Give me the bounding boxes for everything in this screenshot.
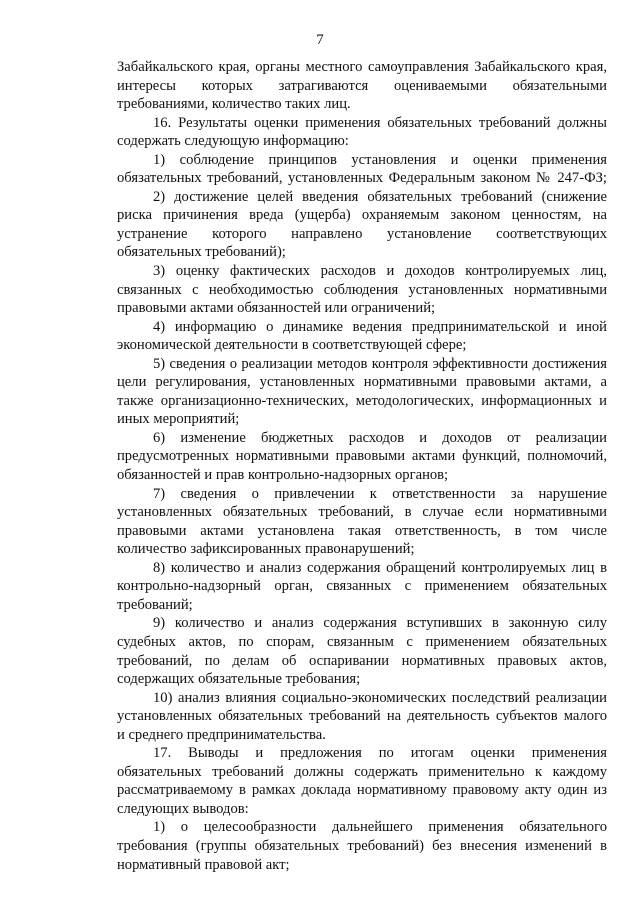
text-line: требований;	[117, 596, 193, 613]
text-line: устранение которого направлено установление соответствующих	[117, 225, 607, 242]
text-line: Забайкальского края, органы местного самоуправления Забайкальского края,	[117, 59, 607, 75]
text-line: 2) достижение целей введения обязательных требований (снижение	[153, 188, 607, 205]
text-line: 5) сведения о реализации методов контроля эффективности достижения	[153, 355, 607, 372]
text-line: обязательных требований, установленных Федеральным законом № 247-ФЗ;	[117, 170, 607, 187]
text-line: 9) количество и анализ содержания вступивших в законную силу	[153, 615, 607, 632]
text-line: экономической деятельности в соответствующей сфере;	[117, 337, 467, 354]
text-line: риска причинения вреда (ущерба) охраняемым законом ценностям, на	[117, 207, 607, 224]
text-line: цели регулирования, установленных нормативными правовыми актами, а	[117, 374, 607, 391]
text-line: содержать следующую информацию:	[117, 133, 349, 150]
document-body	[117, 58, 607, 874]
text-line: также организационно-технических, методологических, информационных и	[117, 392, 607, 409]
text-line: 1) соблюдение принципов установления и оценки применения	[153, 151, 607, 168]
text-line: 16. Результаты оценки применения обязательных требований должны	[153, 114, 607, 131]
text-line: обязательных требований);	[117, 244, 286, 261]
text-line: установленных обязательных требований, в случае если нормативными	[117, 504, 607, 521]
text-line: контрольно-надзорный орган, связанных с применением обязательных	[117, 578, 607, 595]
text-line: следующих выводов:	[117, 800, 249, 817]
text-line: иных мероприятий;	[117, 411, 240, 428]
text-line: содержащих обязательные требования;	[117, 671, 361, 688]
text-line: 7) сведения о привлечении к ответственности за нарушение	[153, 485, 607, 502]
text-line: 17. Выводы и предложения по итогам оценки применения	[153, 745, 607, 762]
text-line: 6) изменение бюджетных расходов и доходов от реализации	[153, 429, 607, 446]
text-line: установленных обязательных требований на деятельность субъектов малого	[117, 708, 607, 725]
text-line: требований, по делам об оспаривании нормативных правовых актов,	[117, 652, 607, 669]
text-line: 4) информацию о динамике ведения предпринимательской и иной	[153, 318, 607, 335]
text-line: 3) оценку фактических расходов и доходов контролируемых лиц,	[153, 263, 607, 280]
text-line: количество зафиксированных правонарушений;	[117, 541, 415, 558]
text-line: требования (группы обязательных требований) без внесения изменений в	[117, 837, 607, 854]
text-line: рассматриваемому в рамках доклада нормативному правовому акту один из	[117, 782, 607, 799]
text-line: интересы которых затрагиваются оцениваемыми обязательными	[117, 77, 607, 94]
text-line: судебных актов, по спорам, связанным с применением обязательных	[117, 633, 607, 650]
page-number: 7	[316, 32, 324, 48]
text-line: обязанностей и прав контрольно-надзорных органов;	[117, 467, 449, 484]
text-line: нормативный правовой акт;	[117, 856, 290, 873]
text-line: 1) о целесообразности дальнейшего применения обязательного	[153, 819, 607, 836]
text-line: и среднего предпринимательства.	[117, 726, 326, 743]
text-line: правовыми актами установлена такая ответственность, в том числе	[117, 522, 607, 539]
text-line: требованиями, количество таких лиц.	[117, 96, 351, 113]
text-line: предусмотренных нормативными правовыми актами функций, полномочий,	[117, 448, 607, 465]
text-line: связанных с необходимостью соблюдения установленных нормативными	[117, 281, 607, 298]
text-line: 10) анализ влияния социально-экономических последствий реализации	[153, 689, 607, 706]
text-line: 8) количество и анализ содержания обращений контролируемых лиц в	[153, 559, 607, 576]
text-line: обязательных требований должны содержать применительно к каждому	[117, 763, 607, 780]
text-line: правовыми актами обязанностей или ограничений;	[117, 300, 436, 317]
